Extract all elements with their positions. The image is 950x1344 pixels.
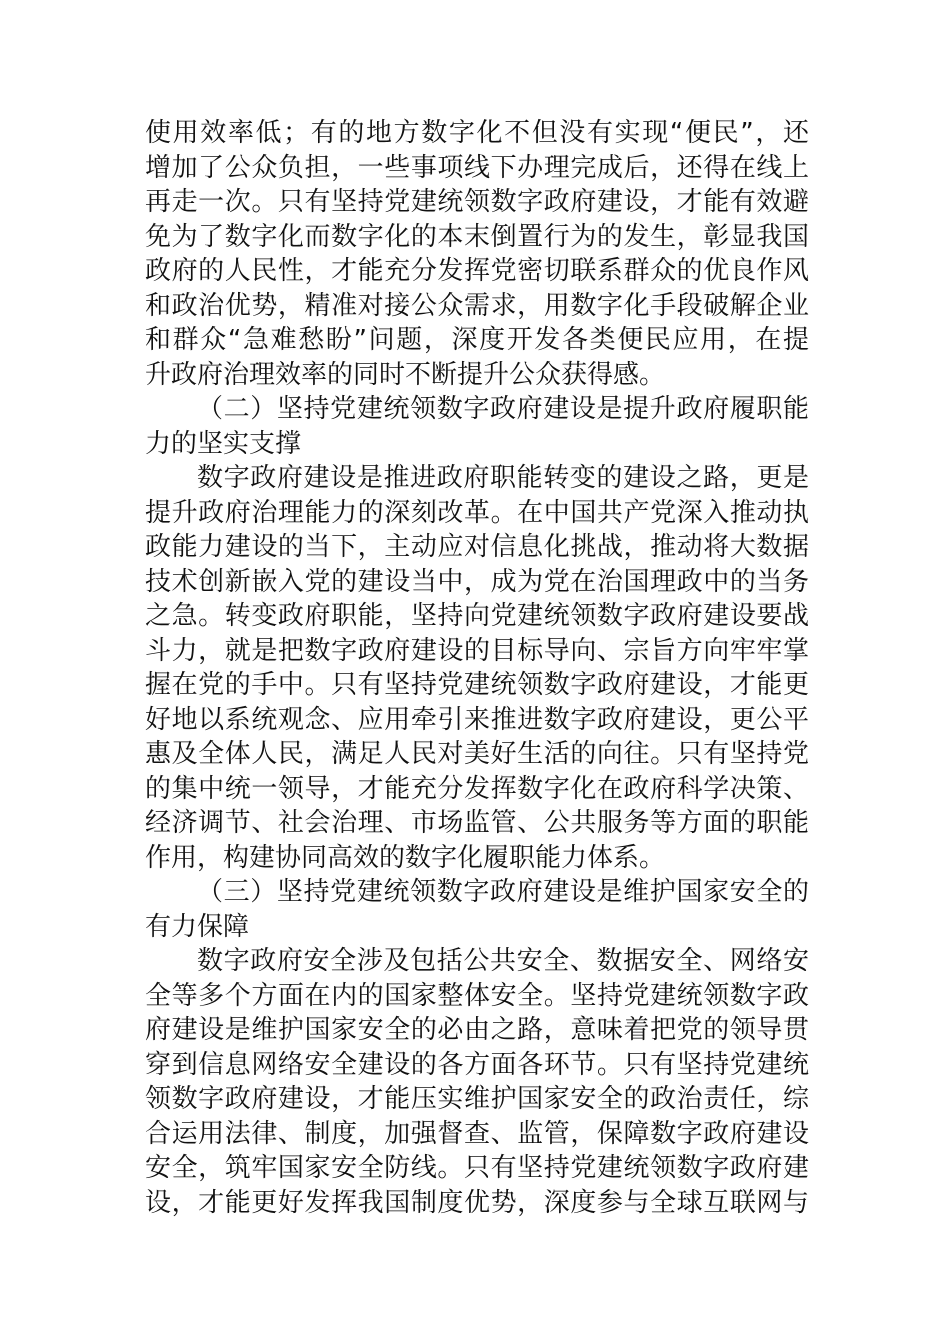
- text-line: 经济调节、社会治理、市场监管、公共服务等方面的职能: [145, 808, 809, 838]
- text-line: 握在党的手中。只有坚持党建统领数字政府建设，才能更: [145, 670, 809, 700]
- text-line: 惠及全体人民，满足人民对美好生活的向往。只有坚持党: [145, 739, 809, 769]
- body-paragraph-section-2: [145, 461, 809, 875]
- text-line: 合运用法律、制度，加强督查、监管，保障数字政府建设: [145, 1118, 809, 1149]
- text-line: 升政府治理效率的同时不断提升公众获得感。: [145, 359, 666, 390]
- body-paragraph-continuation: [145, 116, 809, 392]
- text-line: 数字政府安全涉及包括公共安全、数据安全、网络安: [197, 946, 809, 976]
- text-line: 和群众“急难愁盼”问题，深度开发各类便民应用，在提: [145, 325, 809, 355]
- section-heading-3: [145, 875, 809, 944]
- text-line: 斗力，就是把数字政府建设的目标导向、宗旨方向牢牢掌: [145, 635, 809, 666]
- heading-line: （二）坚持党建统领数字政府建设是提升政府履职能: [197, 394, 809, 424]
- text-line: 使用效率低；有的地方数字化不但没有实现“便民”，还: [145, 118, 809, 148]
- text-line: 设，才能更好发挥我国制度优势，深度参与全球互联网与: [145, 1187, 809, 1218]
- text-line: 免为了数字化而数字化的本末倒置行为的发生，彰显我国: [145, 221, 809, 252]
- section-heading-2: [145, 392, 809, 461]
- heading-line: （三）坚持党建统领数字政府建设是维护国家安全的: [197, 877, 809, 907]
- heading-line: 力的坚实支撑: [145, 428, 302, 459]
- text-line: 政能力建设的当下，主动应对信息化挑战，推动将大数据: [145, 532, 809, 562]
- text-line: 安全，筑牢国家安全防线。只有坚持党建统领数字政府建: [145, 1153, 809, 1183]
- body-paragraph-section-3: [145, 944, 809, 1220]
- document-body: [145, 116, 809, 1220]
- text-line: 的集中统一领导，才能充分发挥数字化在政府科学决策、: [145, 773, 809, 804]
- text-line: 领数字政府建设，才能压实维护国家安全的政治责任，综: [145, 1084, 809, 1114]
- text-line: 穿到信息网络安全建设的各方面各环节。只有坚持党建统: [145, 1049, 809, 1080]
- text-line: 政府的人民性，才能充分发挥党密切联系群众的优良作风: [145, 256, 809, 286]
- text-line: 提升政府治理能力的深刻改革。在中国共产党深入推动执: [145, 497, 809, 528]
- text-line: 作用，构建协同高效的数字化履职能力体系。: [145, 842, 666, 873]
- text-line: 全等多个方面在内的国家整体安全。坚持党建统领数字政: [145, 980, 809, 1011]
- text-line: 和政治优势，精准对接公众需求，用数字化手段破解企业: [145, 290, 809, 321]
- text-line: 增加了公众负担，一些事项线下办理完成后，还得在线上: [145, 152, 809, 183]
- text-line: 数字政府建设是推进政府职能转变的建设之路，更是: [197, 463, 809, 493]
- text-line: 再走一次。只有坚持党建统领数字政府建设，才能有效避: [145, 187, 809, 217]
- text-line: 技术创新嵌入党的建设当中，成为党在治国理政中的当务: [145, 566, 809, 597]
- text-line: 之急。转变政府职能，坚持向党建统领数字政府建设要战: [145, 601, 809, 631]
- heading-line: 有力保障: [145, 911, 250, 942]
- text-line: 好地以系统观念、应用牵引来推进数字政府建设，更公平: [145, 704, 809, 735]
- text-line: 府建设是维护国家安全的必由之路，意味着把党的领导贯: [145, 1015, 809, 1045]
